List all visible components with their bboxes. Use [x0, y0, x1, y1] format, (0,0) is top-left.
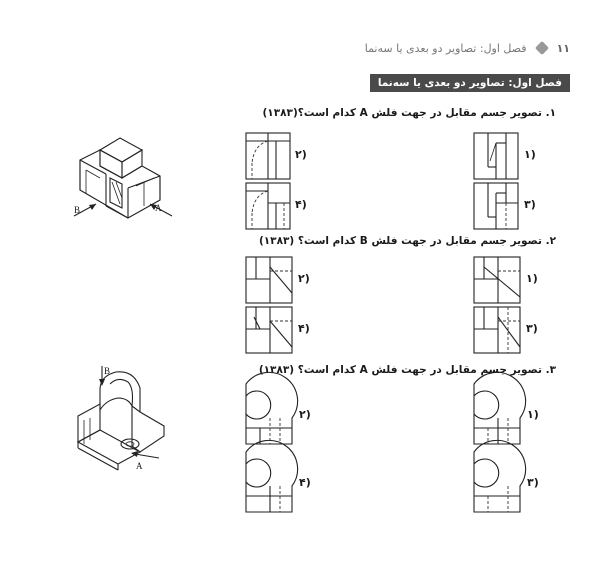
- q3-arrow-a: [115, 448, 175, 478]
- q2-option-4-drawing: [246, 307, 292, 353]
- q1-option-1-label[interactable]: ۱): [524, 148, 536, 161]
- q2-option-4-label[interactable]: ۴): [298, 322, 310, 335]
- q1-option-4-drawing: [246, 183, 290, 229]
- q1-arrows: [70, 190, 190, 230]
- q3-option-3-drawing: [474, 452, 524, 512]
- bullet-icon: [534, 41, 548, 55]
- section-banner: فصل اول: تصاویر دو بعدی یا سه‌نما: [370, 74, 570, 92]
- q1-option-3-label[interactable]: ۳): [524, 198, 536, 211]
- q1-arrow-a-label: A: [155, 203, 162, 213]
- q3-option-2-label[interactable]: ۲): [299, 408, 311, 421]
- q1-option-2-drawing: [246, 133, 290, 179]
- q1-option-4-label[interactable]: ۴): [295, 198, 307, 211]
- question-3-text: ۳. تصویر جسم مقابل در جهت فلش A کدام است؟ (۱۳۸۳): [258, 364, 556, 376]
- q3-option-4-label[interactable]: ۴): [299, 476, 311, 489]
- q2-option-2-drawing: [246, 257, 292, 303]
- question-1-text: ۱. تصویر جسم مقابل در جهت فلش A کدام است؟(۱۳۸۳): [262, 107, 556, 119]
- q3-option-1-label[interactable]: ۱): [527, 408, 539, 421]
- q2-option-1-drawing: [474, 257, 520, 303]
- q3-option-1-drawing: [474, 384, 524, 444]
- q2-option-3-label[interactable]: ۳): [526, 322, 538, 335]
- q2-option-1-label[interactable]: ۱): [526, 272, 538, 285]
- q2-option-3-drawing: [474, 307, 520, 353]
- q1-arrow-b-label: B: [74, 205, 81, 215]
- q3-option-3-label[interactable]: ۳): [527, 476, 539, 489]
- q3-arrow-b-label: B: [104, 366, 111, 376]
- q1-option-3-drawing: [474, 183, 518, 229]
- q1-option-2-label[interactable]: ۲): [295, 148, 307, 161]
- q3-option-2-drawing: [246, 384, 296, 444]
- q1-option-1-drawing: [474, 133, 518, 179]
- question-2-text: ۲. تصویر جسم مقابل در جهت فلش B کدام است؟ (۱۳۸۳): [258, 235, 556, 247]
- chapter-title: فصل اول: تصاویر دو بعدی یا سه‌نما: [364, 41, 527, 55]
- q2-option-2-label[interactable]: ۲): [298, 272, 310, 285]
- q3-arrow-a-label: A: [136, 461, 143, 471]
- page-number: ۱۱: [556, 41, 570, 55]
- running-header: [40, 38, 570, 58]
- q3-option-4-drawing: [246, 452, 296, 512]
